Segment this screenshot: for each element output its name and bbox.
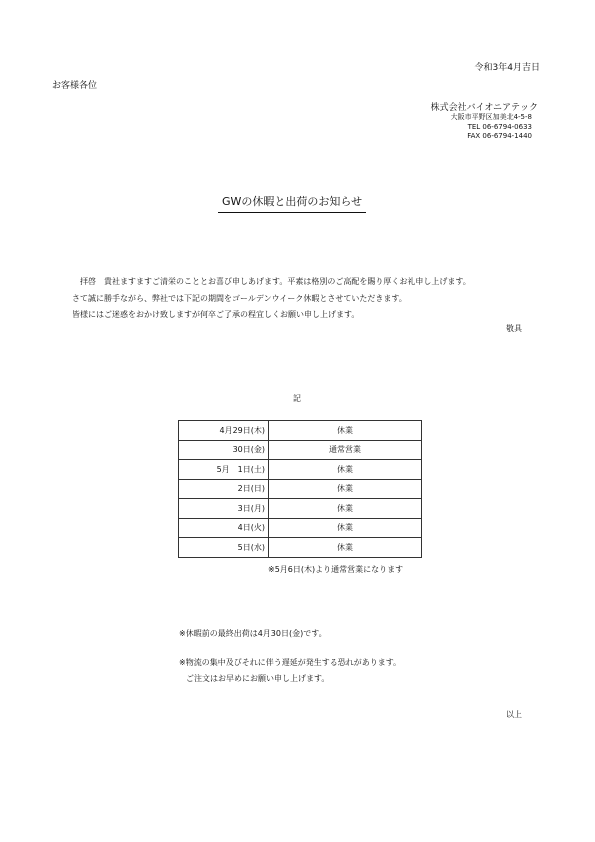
schedule-date: 5月 1日(土): [179, 460, 269, 480]
company-name: 株式会社バイオニアテック: [430, 103, 538, 113]
table-note: ※5月6日(木)より通常営業になります: [268, 565, 404, 574]
document-title: GWの休暇と出荷のお知らせ: [218, 193, 366, 213]
table-row: [179, 538, 422, 558]
schedule-date: 30日(金): [179, 440, 269, 460]
table-row: [179, 440, 422, 460]
body-line-1: 拝啓 貴社ますますご清栄のこととお喜び申しあげます。平素は格別のご高配を賜り厚くお礼申し上げます。: [80, 277, 471, 286]
note-early-order: ご注文はお早めにお願い申し上げます。: [186, 674, 330, 683]
schedule-status: 通常営業: [269, 440, 422, 460]
company-fax: FAX 06-6794-1440: [467, 132, 532, 140]
document-date: 令和3年4月吉日: [474, 63, 540, 73]
table-row: [179, 518, 422, 538]
body-line-2: さて誠に勝手ながら、弊社では下記の期間をゴールデンウイーク休暇とさせていただきます。: [72, 294, 407, 303]
schedule-status: 休業: [269, 538, 422, 558]
schedule-date: 4日(火): [179, 518, 269, 538]
company-address: 大阪市平野区加美北4-5-8: [450, 113, 532, 121]
schedule-table: [178, 420, 422, 558]
schedule-status: 休業: [269, 499, 422, 519]
schedule-date: 5日(水): [179, 538, 269, 558]
table-row: [179, 421, 422, 441]
ki-heading: 記: [293, 394, 301, 403]
table-row: [179, 499, 422, 519]
schedule-status: 休業: [269, 518, 422, 538]
note-last-shipment: ※休暇前の最終出荷は4月30日(金)です。: [179, 629, 327, 638]
note-logistics-delay: ※物流の集中及びそれに伴う遅延が発生する恐れがあります。: [179, 658, 402, 667]
recipient: お客様各位: [52, 81, 98, 91]
schedule-date: 3日(月): [179, 499, 269, 519]
schedule-status: 休業: [269, 460, 422, 480]
schedule-date: 2日(日): [179, 479, 269, 499]
closing-keigu: 敬具: [506, 324, 522, 333]
table-row: [179, 460, 422, 480]
schedule-date: 4月29日(木): [179, 421, 269, 441]
schedule-status: 休業: [269, 421, 422, 441]
schedule-status: 休業: [269, 479, 422, 499]
company-tel: TEL 06-6794-0633: [467, 123, 532, 131]
table-row: [179, 479, 422, 499]
closing-ijo: 以上: [506, 710, 522, 719]
body-line-3: 皆様にはご迷惑をおかけ致しますが何卒ご了承の程宜しくお願い申し上げます。: [72, 310, 360, 319]
